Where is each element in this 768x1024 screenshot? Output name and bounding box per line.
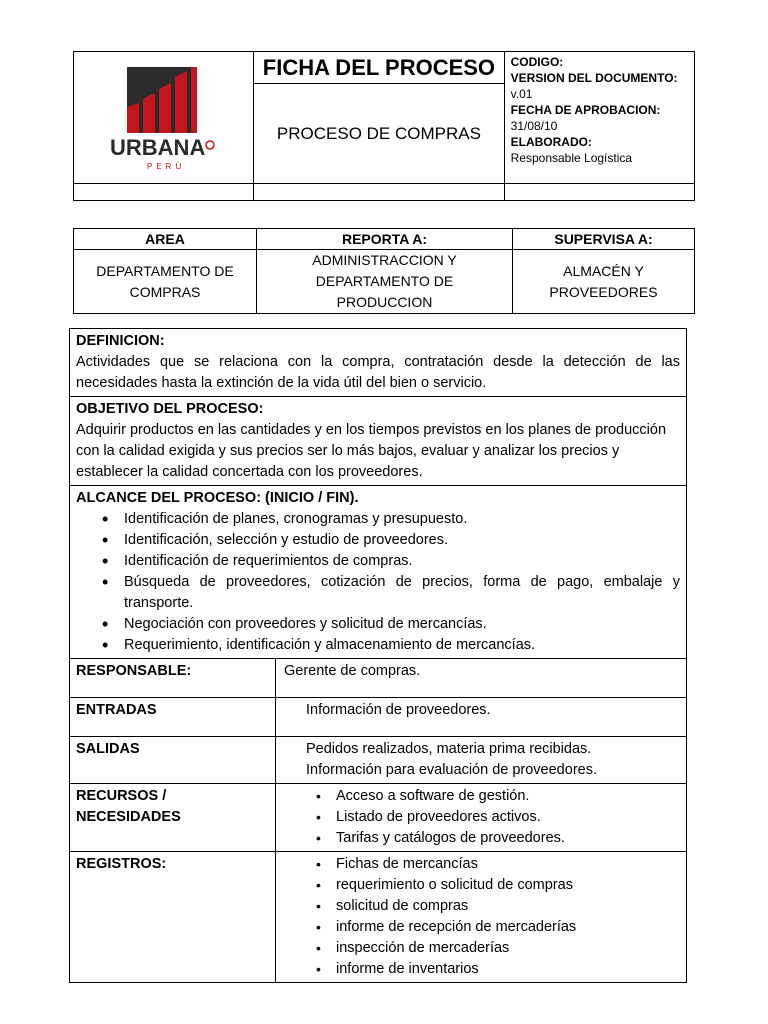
document-meta [504,52,694,184]
responsable-value: Gerente de compras. [276,659,687,698]
version-label: VERSION DEL DOCUMENTO: [510,71,678,85]
list-item: • solicitud de compras [336,896,680,917]
registros-list [282,854,680,980]
reporta-value [257,250,513,314]
list-item: • Fichas de mercancías [336,854,680,875]
salidas-label: SALIDAS [70,737,276,784]
supervisa-value [513,250,695,314]
recursos-label-2: NECESIDADES [76,809,181,825]
version-value: v.01 [510,87,533,101]
alcance-list [76,509,680,656]
list-item: • informe de recepción de mercaderías [336,917,680,938]
definicion-section [70,329,687,397]
registros-value [276,852,687,983]
objetivo-text: Adquirir productos en las cantidades y en los tiempos previstos en los planes de producción con la calidad exigida y sus precios ser lo más bajos, evaluar y analizar los precios y establecer la calidad concertada con los proveedores. [76,422,667,480]
supervisa-value-text: ALMACÉN Y PROVEEDORES [549,262,658,300]
salidas-line-1: Pedidos realizados, materia prima recibidas. [306,741,592,757]
area-header: AREA [74,229,257,250]
header-table [73,51,695,201]
process-detail-table [69,328,687,983]
list-item: • inspección de mercaderías [336,938,680,959]
blank-cell [254,184,504,201]
reporta-header: REPORTA A: [257,229,513,250]
list-item: • Identificación de planes, cronogramas y presupuesto. [124,509,680,530]
registros-label: REGISTROS: [70,852,276,983]
elaborado-value: Responsable Logística [510,151,633,165]
blank-cell [504,184,694,201]
document-title: FICHA DEL PROCESO [254,52,504,84]
definicion-text: Actividades que se relaciona con la compra, contratación desde la detección de las necesidades hasta la extinción de la vida útil del bien o servicio. [76,354,680,391]
list-item: • Negociación con proveedores y solicitud de mercancías. [124,614,680,635]
responsable-label: RESPONSABLE: [70,659,276,698]
list-item: • Tarifas y catálogos de proveedores. [336,828,680,849]
alcance-section [70,486,687,659]
blank-cell [74,184,254,201]
entradas-label: ENTRADAS [70,698,276,737]
recursos-list [282,786,680,849]
list-item: • Búsqueda de proveedores, cotización de precios, forma de pago, embalaje y transporte. [124,572,680,614]
fecha-label: FECHA DE APROBACION: [510,103,661,117]
objetivo-section [70,397,687,486]
fecha-value: 31/08/10 [510,119,558,133]
process-name: PROCESO DE COMPRAS [254,84,504,184]
list-item: • Acceso a software de gestión. [336,786,680,807]
list-item: • informe de inventarios [336,959,680,980]
reporta-value-text: ADMINISTRACCION Y DEPARTAMENTO DE PRODUCCION [312,252,457,310]
list-item: • Requerimiento, identificación y almacenamiento de mercancías. [124,635,680,656]
salidas-line-2: Información para evaluación de proveedores. [306,762,597,778]
recursos-label [70,784,276,852]
alcance-label: ALCANCE DEL PROCESO: (INICIO / FIN). [76,490,359,506]
area-value-text: DEPARTAMENTO DE COMPRAS [96,262,234,300]
urbana-logo [109,59,219,171]
logo-subtext: PERÚ [146,162,185,171]
elaborado-label: ELABORADO: [510,135,592,149]
codigo-label: CODIGO: [510,55,564,69]
area-table [73,228,695,314]
logo-text: URBANA [109,135,205,160]
list-item: • Listado de proveedores activos. [336,807,680,828]
supervisa-header: SUPERVISA A: [513,229,695,250]
logo-cell [74,52,254,184]
salidas-value [276,737,687,784]
definicion-label: DEFINICION: [76,333,165,349]
entradas-value: Información de proveedores. [276,698,687,737]
objetivo-label: OBJETIVO DEL PROCESO: [76,401,264,417]
list-item: • requerimiento o solicitud de compras [336,875,680,896]
recursos-label-1: RECURSOS / [76,788,167,804]
list-item: • Identificación, selección y estudio de proveedores. [124,530,680,551]
area-value [74,250,257,314]
recursos-value [276,784,687,852]
list-item: • Identificación de requerimientos de compras. [124,551,680,572]
